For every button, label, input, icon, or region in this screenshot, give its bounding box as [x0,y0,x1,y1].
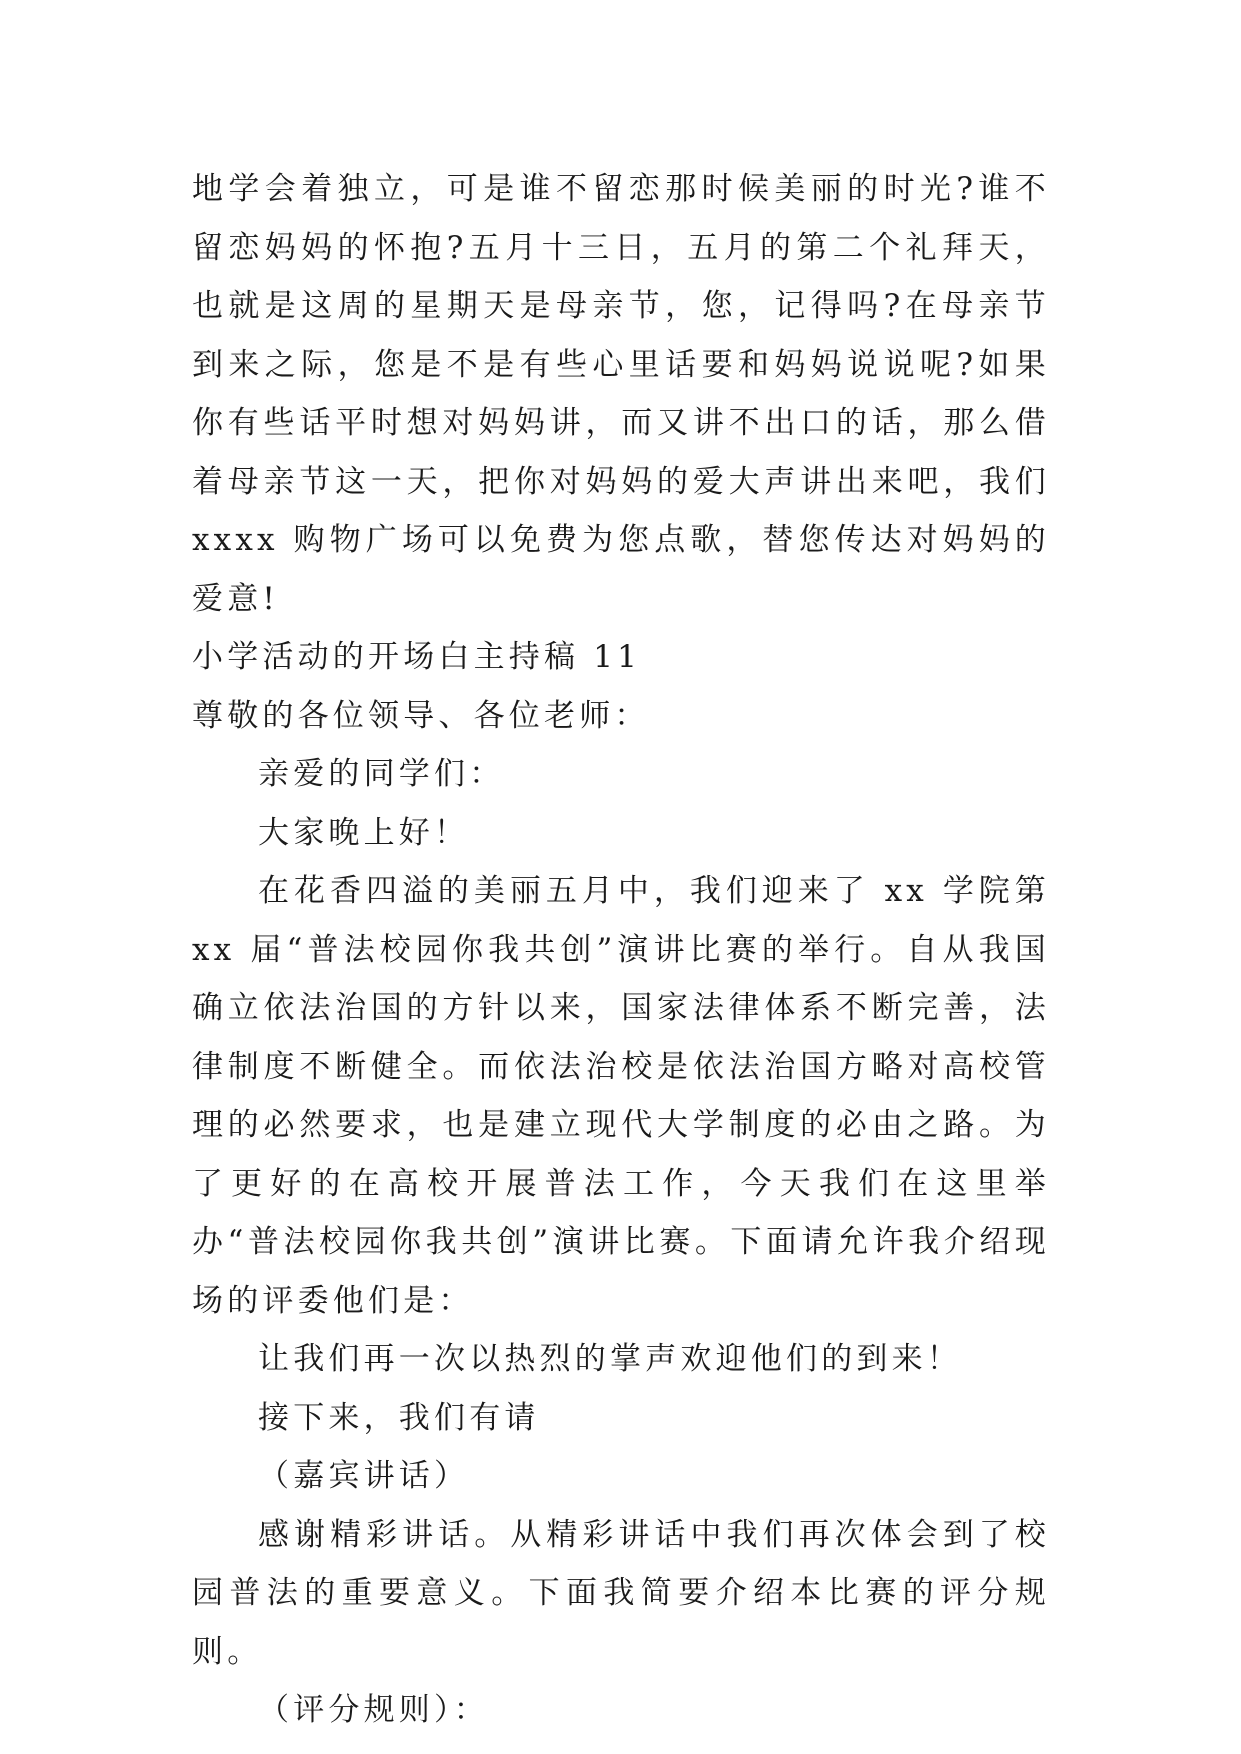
paragraph-applause: 让我们再一次以热烈的掌声欢迎他们的到来！ [258,1341,962,1377]
paragraph-intro: 在花香四溢的美丽五月中，我们迎来了 xx 学院第 xx 届“普法校园你我共创”演讲比赛的举行。自从我国确立依法治国的方针以来，国家法律体系不断完善，法律制度不断健全。而依法治校是依法治国方略对高校管理的必然要求，也是建立现代大学制度的必由之路。为了更好的在高校开展普法工作，今天我们在这里举办“普法校园你我共创”演讲比赛。下面请允许我介绍现场的评委他们是： [192,873,1050,1319]
greeting: 大家晚上好！ [258,814,470,851]
paragraph-continued: 地学会着独立，可是谁不留恋那时候美丽的时光?谁不留恋妈妈的怀抱?五月十三日，五月的第二个礼拜天，也就是这周的星期天是母亲节，您，记得吗?在母亲节到来之际，您是不是有些心里话要和妈妈说说呢?如果你有些话平时想对妈妈讲，而又讲不出口的话，那么借着母亲节这一天，把你对妈妈的爱大声讲出来吧，我们 xxxx 购物广场可以免费为您点歌，替您传达对妈妈的爱意! [192,171,1050,617]
paragraph-thanks: 感谢精彩讲话。从精彩讲话中我们再次体会到了校园普法的重要意义。下面我简要介绍本比赛的评分规则。 [192,1516,1050,1670]
paragraph-next: 接下来，我们有请 [258,1399,540,1436]
paragraph-scoring-rules: （评分规则）： [258,1692,489,1728]
paragraph-guest-speech: （嘉宾讲话） [258,1458,470,1494]
salutation-leaders: 尊敬的各位领导、各位老师： [192,697,650,734]
salutation-students: 亲爱的同学们： [258,756,505,792]
section-heading: 小学活动的开场白主持稿 11 [192,639,642,675]
document-body [192,160,1050,1740]
